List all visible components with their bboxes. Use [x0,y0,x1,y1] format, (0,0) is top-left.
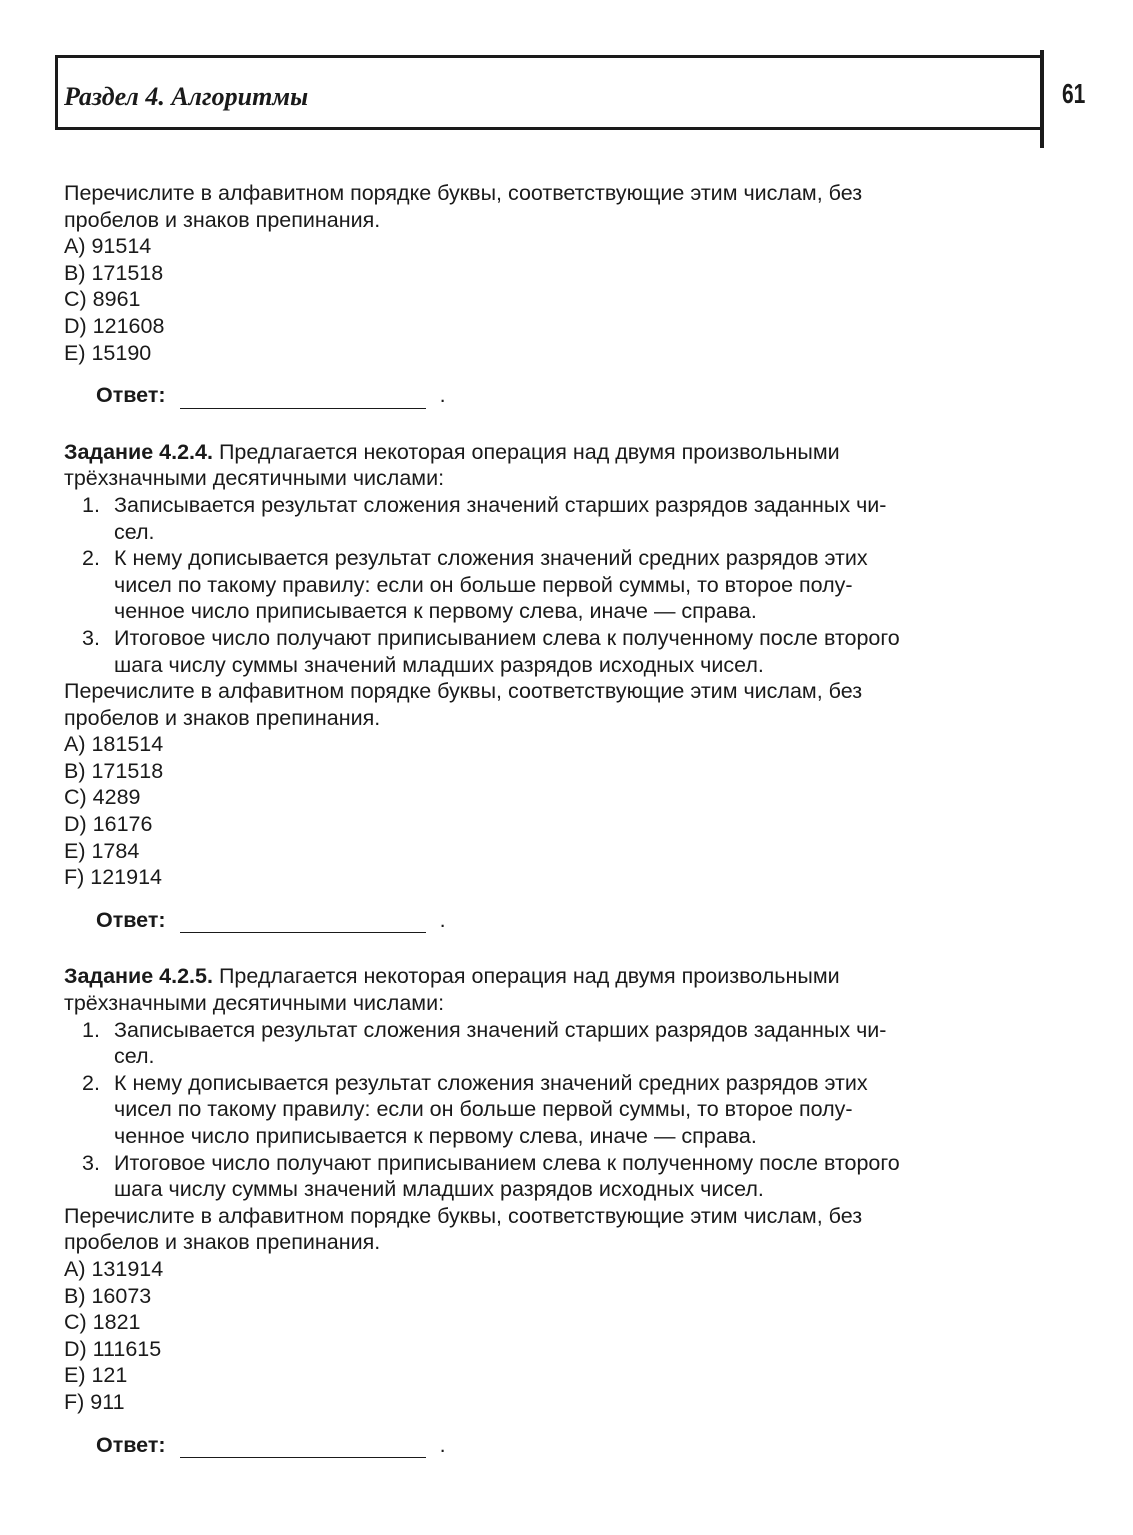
step-text: ченное число приписывается к первому слева, иначе — справа. [114,1124,757,1148]
option-item: A) 91514 [64,234,152,259]
intro-block [64,180,1014,409]
steps-list [64,1017,1014,1203]
step-text: Итоговое число получают приписыванием слева к полученному после второго [114,1150,900,1175]
instruction-text: пробелов и знаков препинания. [64,1230,381,1255]
option-item: B) 171518 [64,758,164,783]
answer-label: Ответ: [96,907,166,932]
answer-row [96,1432,1014,1459]
task-4-2-4 [64,439,1014,934]
option-item: D) 16176 [64,812,153,837]
instruction-text: Перечислите в алфавитном порядке буквы, соответствующие этим числам, без [64,181,863,205]
answer-label: Ответ: [96,1432,166,1457]
step-item [82,1017,1014,1070]
answer-row [96,382,1014,409]
answer-label: Ответ: [96,383,166,408]
option-item: C) 8961 [64,287,141,312]
option-item: C) 1821 [64,1310,141,1335]
step-text: Итоговое число получают приписыванием слева к полученному после второго [114,625,900,650]
step-number: 1. [82,492,100,517]
task-heading-text: Предлагается некоторая операция над двумя произвольными [218,964,840,989]
step-text: шага числу суммы значений младших разрядов исходных чисел. [114,1177,764,1202]
task-label: Задание 4.2.5. [64,964,213,989]
step-item [82,1150,1014,1203]
page-number: 61 [1062,78,1086,109]
step-number: 2. [82,1070,100,1095]
answer-field[interactable] [180,1437,426,1458]
option-item: E) 1784 [64,838,140,863]
option-item: A) 131914 [64,1256,164,1281]
answer-end: . [439,907,446,932]
answer-end: . [439,383,446,408]
task-label: Задание 4.2.4. [64,439,213,464]
step-text: ченное число приписывается к первому слева, иначе — справа. [114,599,757,624]
option-item: D) 111615 [64,1336,162,1361]
step-text: чисел по такому правилу: если он больше первой суммы, то второе полу- [114,1097,853,1122]
step-number: 2. [82,546,100,571]
option-item: E) 121 [64,1363,128,1388]
instruction-text: Перечислите в алфавитном порядке буквы, соответствующие этим числам, без [64,1203,863,1228]
answer-field[interactable] [180,912,426,933]
option-item: D) 121608 [64,313,165,338]
step-text: Записывается результат сложения значений старших разрядов заданных чи- [114,492,887,517]
steps-list [64,492,1014,678]
step-text: Записывается результат сложения значений старших разрядов заданных чи- [114,1017,887,1042]
answer-field[interactable] [180,388,426,409]
instruction-text: пробелов и знаков препинания. [64,705,381,730]
step-text: К нему дописывается результат сложения значений средних разрядов этих [114,1070,868,1095]
task-4-2-5 [64,963,1014,1458]
step-text: сел. [114,1044,155,1069]
step-text: чисел по такому правилу: если он больше первой суммы, то второе полу- [114,572,853,597]
instruction-text: пробелов и знаков препинания. [64,207,381,232]
section-title: Раздел 4. Алгоритмы [64,82,309,111]
option-item: C) 4289 [64,785,141,810]
task-heading-text: Предлагается некоторая операция над двумя произвольными [218,439,840,464]
task-heading-text: трёхзначными десятичными числами: [64,991,445,1016]
option-item: E) 15190 [64,340,152,365]
step-item [82,545,1014,625]
answer-end: . [439,1432,446,1457]
step-item [82,492,1014,545]
task-heading [64,439,1014,466]
task-heading [64,963,1014,990]
page-content [64,180,1014,1458]
option-item: B) 171518 [64,260,164,285]
option-item: F) 121914 [64,865,163,890]
header-rule [1040,50,1044,148]
step-item [82,625,1014,678]
task-heading-text: трёхзначными десятичными числами: [64,466,445,491]
step-text: К нему дописывается результат сложения значений средних разрядов этих [114,546,868,571]
step-text: сел. [114,519,155,544]
step-number: 3. [82,625,100,650]
answer-row [96,907,1014,934]
option-item: A) 181514 [64,732,164,757]
step-text: шага числу суммы значений младших разрядов исходных чисел. [114,652,764,677]
step-number: 1. [82,1017,100,1042]
option-item: B) 16073 [64,1283,152,1308]
option-item: F) 911 [64,1389,125,1414]
instruction-text: Перечислите в алфавитном порядке буквы, соответствующие этим числам, без [64,679,863,704]
step-number: 3. [82,1150,100,1175]
step-item [82,1070,1014,1150]
